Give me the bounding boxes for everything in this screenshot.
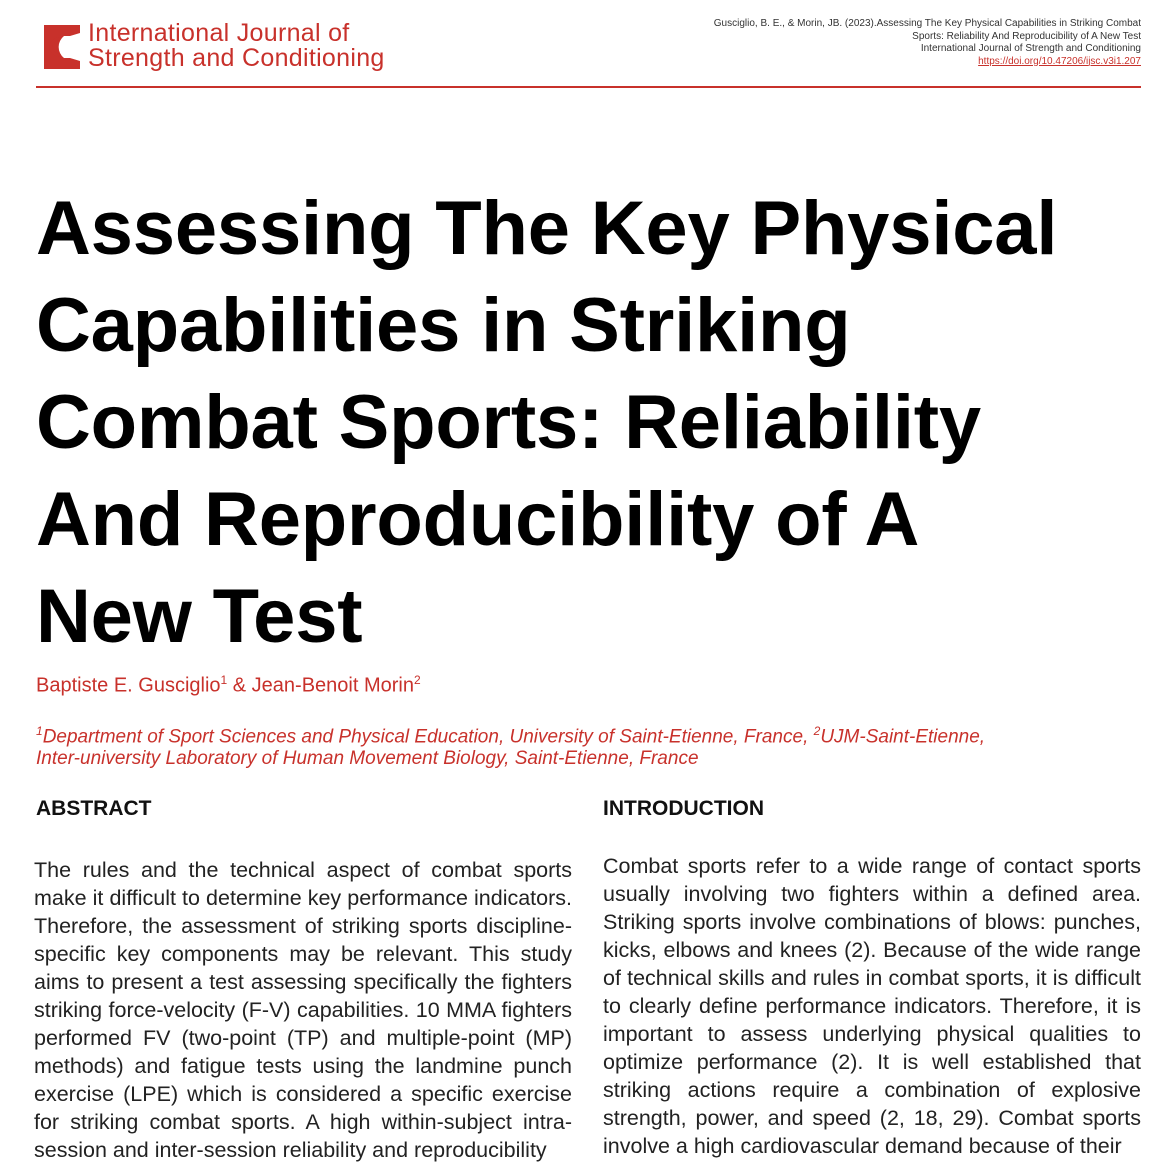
affiliation-text: UJM-Saint-Etienne, — [820, 726, 986, 748]
affiliation-text: Department of Sport Sciences and Physical Education, University of Saint-Etienne, France, — [42, 726, 814, 748]
title-line: Capabilities in Striking — [36, 283, 851, 368]
affiliations — [36, 720, 1141, 770]
author-affiliation-mark: 2 — [413, 673, 421, 687]
author-name: Baptiste E. Gusciglio — [36, 674, 221, 697]
introduction-heading: INTRODUCTION — [603, 797, 764, 820]
citation-block — [621, 18, 1141, 68]
article-title — [36, 180, 1146, 665]
abstract-text: The rules and the technical aspect of combat sports make it difficult to determine key performance indicators. Therefore, the assessment of striking sports discipline-specific key components may be relevant. This study aims to present a test assessing specifically the fighters striking force-velocity (F-V) capabilities. 10 MMA fighters performed FV (two-point (TP) and multiple-point (MP) methods) and fatigue tests using the landmine punch exercise (LPE) which is considered a specific exercise for striking combat sports. A high within-subject intra-session and inter-session reliability and reproducibility — [34, 858, 572, 1162]
affiliation-mark: 2 — [813, 724, 821, 738]
citation-line: Sports: Reliability And Reproducibility of A New Test — [912, 30, 1141, 42]
author-affiliation-mark: 1 — [220, 673, 228, 687]
doi-link[interactable]: https://doi.org/10.47206/ijsc.v3i1.207 — [978, 55, 1141, 67]
title-line: Assessing The Key Physical — [36, 186, 1058, 271]
citation-line: Gusciglio, B. E., & Morin, JB. (2023).Assessing The Key Physical Capabilities in Striking Combat — [713, 18, 1141, 29]
title-line: New Test — [36, 574, 363, 659]
journal-logo-icon — [40, 25, 80, 69]
introduction-text: Combat sports refer to a wide range of contact sports usually involving two fighters within a defined area. Striking sports involve combinations of blows: punches, kicks, elbows and knees (2). Because of the wide range of technical skills and rules in combat sports, it is difficult to clearly define performance indicators. Therefore, it is important to assess underlying physical qualities to optimize performance (2). It is well established that striking actions require a combination of explosive strength, power, and speed (2, 18, 29). Combat sports involve a high cardiovascular demand because of their — [603, 854, 1141, 1158]
affiliation-text: Inter-university Laboratory of Human Movement Biology, Saint-Etienne, France — [36, 748, 699, 770]
journal-name — [88, 21, 385, 71]
author-name: Jean-Benoit Morin — [251, 674, 414, 697]
affiliation-mark: 1 — [36, 724, 43, 738]
journal-name-line1: International Journal of — [88, 19, 350, 47]
journal-header — [36, 18, 1141, 88]
journal-name-line2: Strength and Conditioning — [88, 44, 385, 72]
author-list — [36, 673, 421, 698]
author-separator: & — [227, 674, 252, 697]
title-line: Combat Sports: Reliability — [36, 380, 981, 465]
title-line: And Reproducibility of A — [36, 477, 920, 562]
citation-line: International Journal of Strength and Conditioning — [920, 43, 1141, 54]
abstract-heading: ABSTRACT — [36, 797, 152, 820]
